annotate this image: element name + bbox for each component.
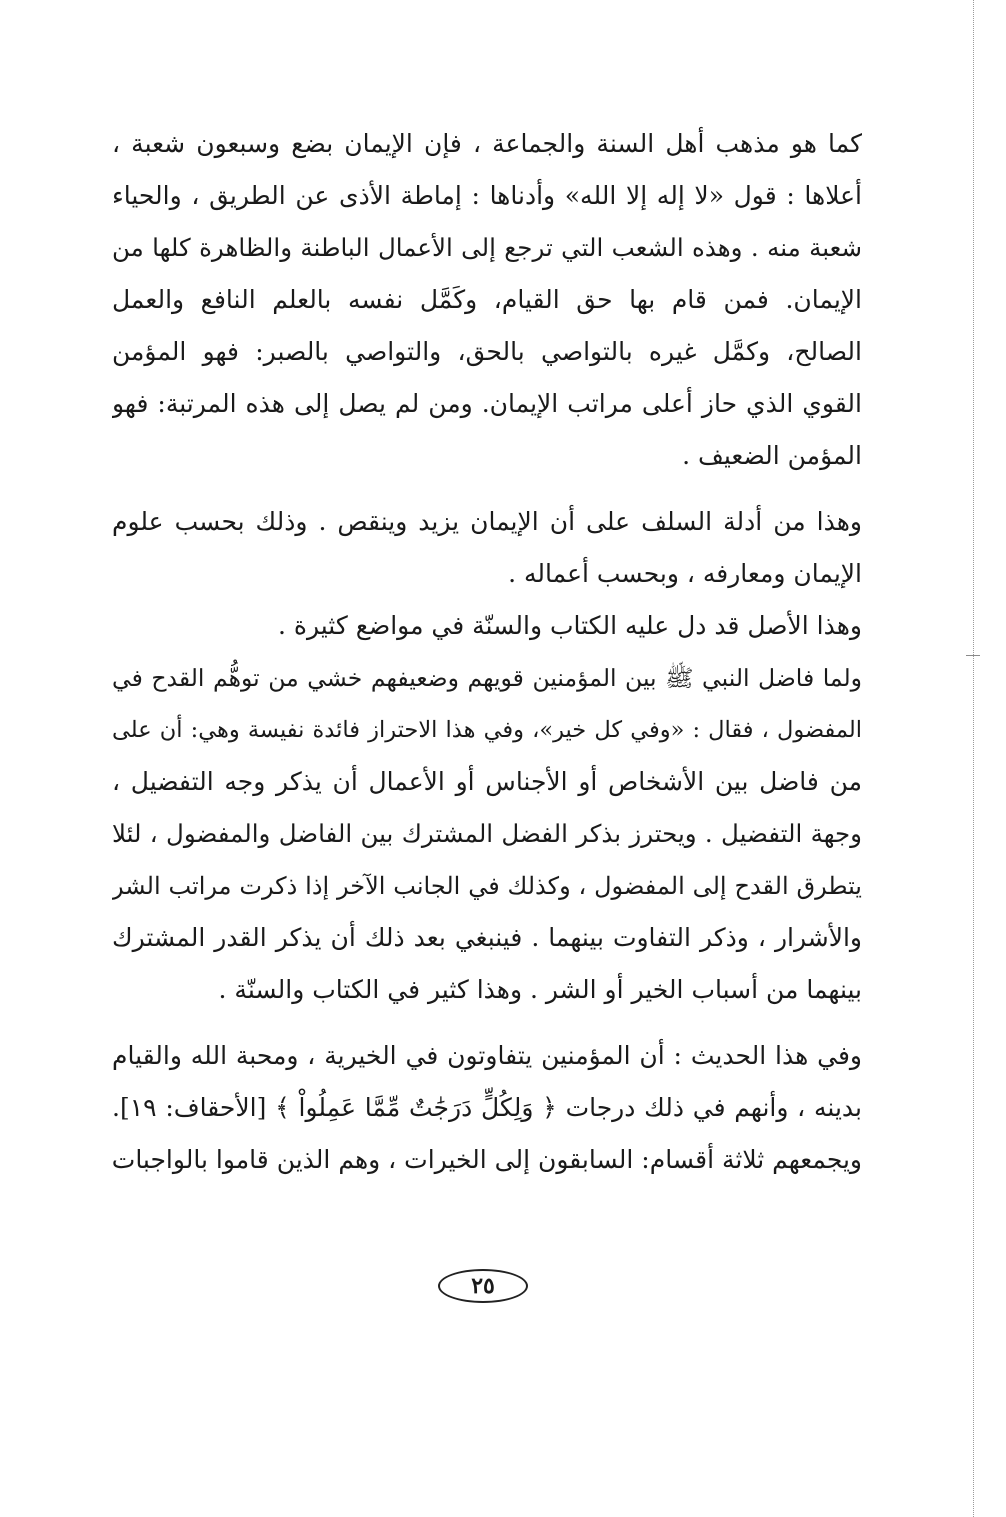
text-line: وفي هذا الحديث : أن المؤمنين يتفاوتون في الخيرية ، ومحبة الله والقيام [112, 1041, 862, 1070]
text-line: بدينه ، وأنهم في ذلك درجات ﴿ وَلِكُلٍّ دَرَجَٰتٌ مِّمَّا عَمِلُواْ ﴾ [الأحقاف: ١٩]. [112, 1093, 862, 1122]
body-text [112, 118, 862, 1186]
paragraph [112, 1030, 862, 1186]
text-line: القوي الذي حاز أعلى مراتب الإيمان. ومن لم يصل إلى هذه المرتبة: فهو [112, 389, 862, 418]
page-edge-dotted-line [973, 0, 974, 1517]
text-line: المؤمن الضعيف . [682, 441, 862, 470]
text-line: بينهما من أسباب الخير أو الشر . وهذا كثير في الكتاب والسنّة . [218, 975, 862, 1004]
paragraph [112, 118, 862, 482]
text-line: الإيمان. فمن قام بها حق القيام، وكَمَّل نفسه بالعلم النافع والعمل [112, 285, 862, 314]
text-line: الإيمان ومعارفه ، وبحسب أعماله . [508, 559, 862, 588]
paragraph [112, 652, 862, 1016]
text-line: وهذا الأصل قد دل عليه الكتاب والسنّة في مواضع كثيرة . [277, 611, 862, 640]
text-line: كما هو مذهب أهل السنة والجماعة ، فإن الإيمان بضع وسبعون شعبة ، [112, 129, 862, 158]
text-line: وهذا من أدلة السلف على أن الإيمان يزيد وينقص . وذلك بحسب علوم [112, 507, 862, 536]
text-line: ولما فاضل النبي ﷺ بين المؤمنين قويهم وضعيفهم خشي من توهُّم القدح في [112, 664, 862, 692]
text-line: من فاضل بين الأشخاص أو الأجناس أو الأعمال أن يذكر وجه التفضيل ، [112, 767, 862, 796]
text-line: ويجمعهم ثلاثة أقسام: السابقون إلى الخيرات ، وهم الذين قاموا بالواجبات [112, 1145, 862, 1174]
page-number: ٢٥ [438, 1269, 528, 1303]
text-line: أعلاها : قول «لا إله إلا الله» وأدناها : إماطة الأذى عن الطريق ، والحياء [112, 181, 862, 210]
paragraph-gap [112, 1016, 862, 1030]
text-line: والأشرار ، وذكر التفاوت بينهما . فينبغي بعد ذلك أن يذكر القدر المشترك [112, 923, 862, 952]
paragraph [112, 600, 862, 652]
page-edge-tick-mark [966, 655, 980, 656]
paragraph [112, 496, 862, 600]
text-line: الصالح، وكمَّل غيره بالتواصي بالحق، والتواصي بالصبر: فهو المؤمن [112, 337, 862, 366]
text-line: وجهة التفضيل . ويحترز بذكر الفضل المشترك بين الفاضل والمفضول ، لئلا [112, 819, 862, 848]
text-line: يتطرق القدح إلى المفضول ، وكذلك في الجانب الآخر إذا ذكرت مراتب الشر [112, 872, 862, 900]
paragraph-gap [112, 482, 862, 496]
text-line: المفضول ، فقال : «وفي كل خير»، وفي هذا الاحتراز فائدة نفيسة وهي: أن على [112, 717, 862, 743]
text-line: شعبة منه . وهذه الشعب التي ترجع إلى الأعمال الباطنة والظاهرة كلها من [112, 233, 862, 262]
